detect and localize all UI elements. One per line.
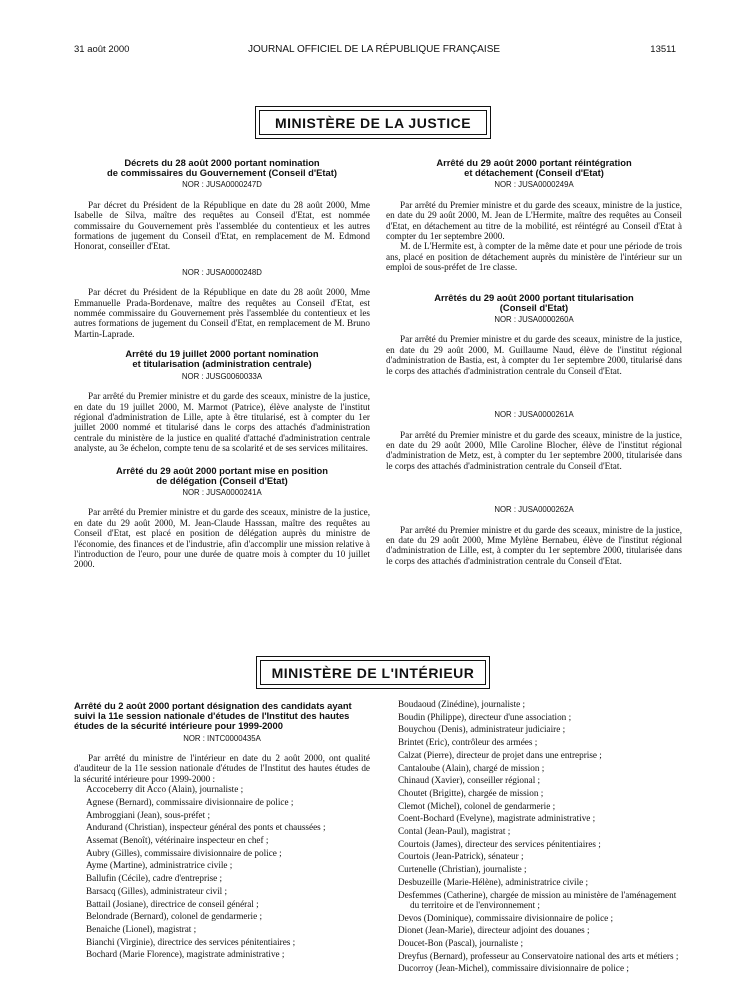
ministry-interieur-box: [256, 656, 490, 689]
auditor-list-item: Barsacq (Gilles), administrateur civil ;: [86, 885, 228, 896]
arrete-2-aout-title: Arrêté du 2 août 2000 portant désignation des candidats ayant suivi la 11e session nationale d'études de l'Institut des hautes études de la sécurité intérieure pour 1999-2000: [74, 700, 352, 732]
nor-reference: NOR : JUSA0000241A: [182, 487, 262, 497]
auditor-list-item: Doucet-Bon (Pascal), journaliste ;: [398, 938, 524, 949]
auditor-list-item: Belondrade (Bernard), colonel de gendarmerie ;: [86, 911, 263, 922]
auditor-list-item: Bouychou (Denis), administrateur judiciaire ;: [398, 724, 566, 735]
auditor-list-item: Accoceberry dit Acco (Alain), journaliste ;: [86, 784, 244, 795]
ministry-interieur-title: MINISTÈRE DE L'INTÉRIEUR: [260, 660, 486, 685]
interieur-column-right: [386, 701, 682, 976]
arrete-29-aout-delegation-title: Arrêté du 29 août 2000 portant mise en position de délégation (Conseil d'Etat): [115, 464, 329, 486]
header-page-number: 13511: [650, 44, 676, 55]
interieur-column-left: [74, 701, 370, 962]
auditor-list-item: Cantaloube (Alain), chargé de mission ;: [398, 762, 545, 773]
ministry-justice-box: [255, 106, 491, 139]
arrete-paragraph: Par arrêté du ministre de l'intérieur en date du 2 août 2000, ont qualité d'auditeur de la 11e session nationale d'études de l'Institut des hautes études de la sécurité intérieure pour 1999-2000 :: [74, 753, 370, 784]
arrete-paragraph: Par arrêté du Premier ministre et du garde des sceaux, ministre de la justice, en date du 19 juillet 2000, M. Marmot (Patrice), élève analyste de l'institut régional d'administration de Lille, apte à être titularisé, est à compter du 1er juillet 2000 nommé et titularisé dans le corps des attachés d'administration centrale du ministère de la justice en qualité d'attaché d'administration centrale analyste, au 3e échelon, compte tenu de sa scolarité et de ses services militaires.: [74, 391, 370, 454]
auditor-list-item: Courtois (Jean-Patrick), sénateur ;: [398, 851, 524, 862]
auditor-list-item: Ayme (Martine), administratrice civile ;: [86, 860, 233, 871]
auditor-list-item: Assemat (Benoît), vétérinaire inspecteur en chef ;: [86, 835, 269, 846]
auditor-list-item: Benaiche (Lionel), magistrat ;: [86, 923, 197, 934]
arrete-paragraph: Par arrêté du Premier ministre et du garde des sceaux, ministre de la justice, en date du 29 août 2000, M. Jean-Claude Hasssan, maître des requêtes au Conseil d'Etat, est placé en position de délégation auprès du ministre de l'économie, des finances et de l'industrie, afin d'accomplir une mission relative à l'introduction de l'euro, pour une durée de quatre mois à compter du 10 juillet 2000.: [74, 507, 370, 570]
header-date: 31 août 2000: [74, 44, 130, 55]
arrete-paragraph: Par arrêté du Premier ministre et du garde des sceaux, ministre de la justice, en date du 29 août 2000, M. Jean de L'Hermite, maître des requêtes au Conseil d'Etat, en détachement au titre de la mobilité, est réintégré au Conseil d'Etat à compter du 1er septembre 2000.: [386, 199, 682, 242]
nor-reference: NOR : JUSA0000249A: [494, 180, 574, 190]
auditors-list-right: [386, 699, 682, 974]
auditor-list-item: Coent-Bochard (Evelyne), magistrate administrative ;: [398, 813, 596, 824]
auditor-list-item: Ballufin (Cécile), cadre d'entreprise ;: [86, 873, 223, 884]
auditor-list-item: Andurand (Christian), inspecteur général des ponts et chaussées ;: [86, 822, 326, 833]
auditor-list-item: Bianchi (Virginie), directrice des services pénitentiaires ;: [86, 936, 296, 947]
arrete-19-juillet-title: Arrêté du 19 juillet 2000 portant nomination et titularisation (administration centrale): [125, 348, 319, 370]
auditor-list-item: Desbuzeille (Marie-Hélène), administratrice civile ;: [398, 876, 589, 887]
nor-reference: NOR : JUSA0000260A: [494, 315, 574, 325]
arrete-paragraph: Par arrêté du Premier ministre et du garde des sceaux, ministre de la justice, en date du 29 août 2000, Mlle Caroline Blocher, élève de l'institut régional d'administration de Metz, est, à compter du 1er septembre 2000, titularisée dans le corps des attachés d'administration centrale du Conseil d'Etat.: [386, 429, 682, 471]
auditor-list-item: Dreyfus (Bernard), professeur au Conservatoire national des arts et métiers ;: [398, 950, 679, 961]
auditor-list-item: Aubry (Gilles), commissaire divisionnaire de police ;: [86, 847, 282, 858]
auditor-list-item: Boudin (Philippe), directeur d'une association ;: [398, 711, 572, 722]
nor-reference: NOR : JUSA0000247D: [182, 180, 262, 190]
auditor-list-item: Calzat (Pierre), directeur de projet dans une entreprise ;: [398, 749, 602, 760]
auditor-list-item: Contal (Jean-Paul), magistrat ;: [398, 826, 511, 837]
auditors-list-left: [74, 784, 370, 960]
auditor-list-item: Desfemmes (Catherine), chargée de mission au ministère de l'aménagement du territoire et de l'environnement ;: [398, 889, 677, 910]
nor-reference: NOR : JUSA0000262A: [494, 505, 574, 515]
auditor-list-item: Chinaud (Xavier), conseiller régional ;: [398, 775, 541, 786]
justice-column-right: [386, 158, 682, 566]
auditor-list-item: Courtois (James), directeur des services pénitentiaires ;: [398, 838, 601, 849]
nor-reference: NOR : JUSA0000261A: [494, 410, 574, 420]
auditor-list-item: Agnese (Bernard), commissaire divisionnaire de police ;: [86, 796, 294, 807]
auditor-list-item: Battail (Josiane), directrice de conseil général ;: [86, 898, 259, 909]
auditor-list-item: Dionet (Jean-Marie), directeur adjoint des douanes ;: [398, 925, 590, 936]
auditor-list-item: Ducorroy (Jean-Michel), commissaire divisionnaire de police ;: [398, 963, 629, 974]
auditor-list-item: Curtenelle (Christian), journaliste ;: [398, 864, 527, 875]
auditor-list-item: Clemot (Michel), colonel de gendarmerie ;: [398, 800, 556, 811]
auditor-list-item: Bochard (Marie Florence), magistrate administrative ;: [86, 949, 285, 960]
justice-column-left: [74, 158, 370, 570]
auditor-list-item: Ambroggiani (Jean), sous-préfet ;: [86, 809, 210, 820]
arrete-paragraph: Par arrêté du Premier ministre et du garde des sceaux, ministre de la justice, en date du 29 août 2000, Mme Mylène Bernabeu, élève de l'institut régional d'administration de Lille, est, à compter du 1er septembre 2000, titularisée dans le corps des attachés d'administration centrale du Conseil d'Etat.: [386, 524, 682, 566]
decree-paragraph: Par décret du Président de la République en date du 28 août 2000, Mme Isabelle de Silva, maître des requêtes au Conseil d'Etat, est nommée commissaire du Gouvernement près l'assemblée du contentieux et les autres formations de jugement du Conseil d'Etat, en remplacement de M. Edmond Honorat, conseiller d'Etat.: [74, 199, 370, 252]
arrete-paragraph: M. de L'Hermite est, à compter de la même date et pour une période de trois ans, placé en position de détachement auprès du ministère de l'intérieur sur un emploi de sous-préfet de 1re classe.: [386, 241, 682, 273]
auditor-list-item: Devos (Dominique), commissaire divisionnaire de police ;: [398, 912, 614, 923]
auditor-list-item: Brintet (Eric), contrôleur des armées ;: [398, 737, 538, 748]
nor-reference: NOR : JUSA0000248D: [182, 267, 262, 277]
decrets-28-aout-title: Décrets du 28 août 2000 portant nomination de commissaires du Gouvernement (Conseil d'Etat): [107, 157, 337, 179]
ministry-justice-title: MINISTÈRE DE LA JUSTICE: [259, 110, 487, 135]
decree-paragraph: Par décret du Président de la République en date du 28 août 2000, Mme Emmanuelle Prada-Bordenave, maître des requêtes au Conseil d'Etat, est nommée commissaire du Gouvernement près l'assemblée du contentieux et les autres formations de jugement du Conseil d'Etat, en remplacement de M. Bruno Martin-Laprade.: [74, 287, 370, 339]
arrete-29-aout-reintegration-title: Arrêté du 29 août 2000 portant réintégration et détachement (Conseil d'Etat): [436, 157, 632, 179]
auditor-list-item: Boudaoud (Zinédine), journaliste ;: [398, 699, 526, 709]
arretes-29-aout-titularisation-title: Arrêtés du 29 août 2000 portant titularisation (Conseil d'Etat): [434, 291, 634, 313]
nor-reference: NOR : INTC0000435A: [183, 733, 261, 743]
arrete-paragraph: Par arrêté du Premier ministre et du garde des sceaux, ministre de la justice, en date du 29 août 2000, M. Guillaume Naud, élève de l'institut régional d'administration de Bastia, est, à compter du 1er septembre 2000, titularisé dans le corps des attachés d'administration centrale du Conseil d'Etat.: [386, 334, 682, 376]
nor-reference: NOR : JUSG0060033A: [181, 371, 263, 381]
auditor-list-item: Choutet (Brigitte), chargée de mission ;: [398, 787, 544, 798]
header-journal-title: JOURNAL OFFICIEL DE LA RÉPUBLIQUE FRANÇAISE: [247, 44, 501, 55]
